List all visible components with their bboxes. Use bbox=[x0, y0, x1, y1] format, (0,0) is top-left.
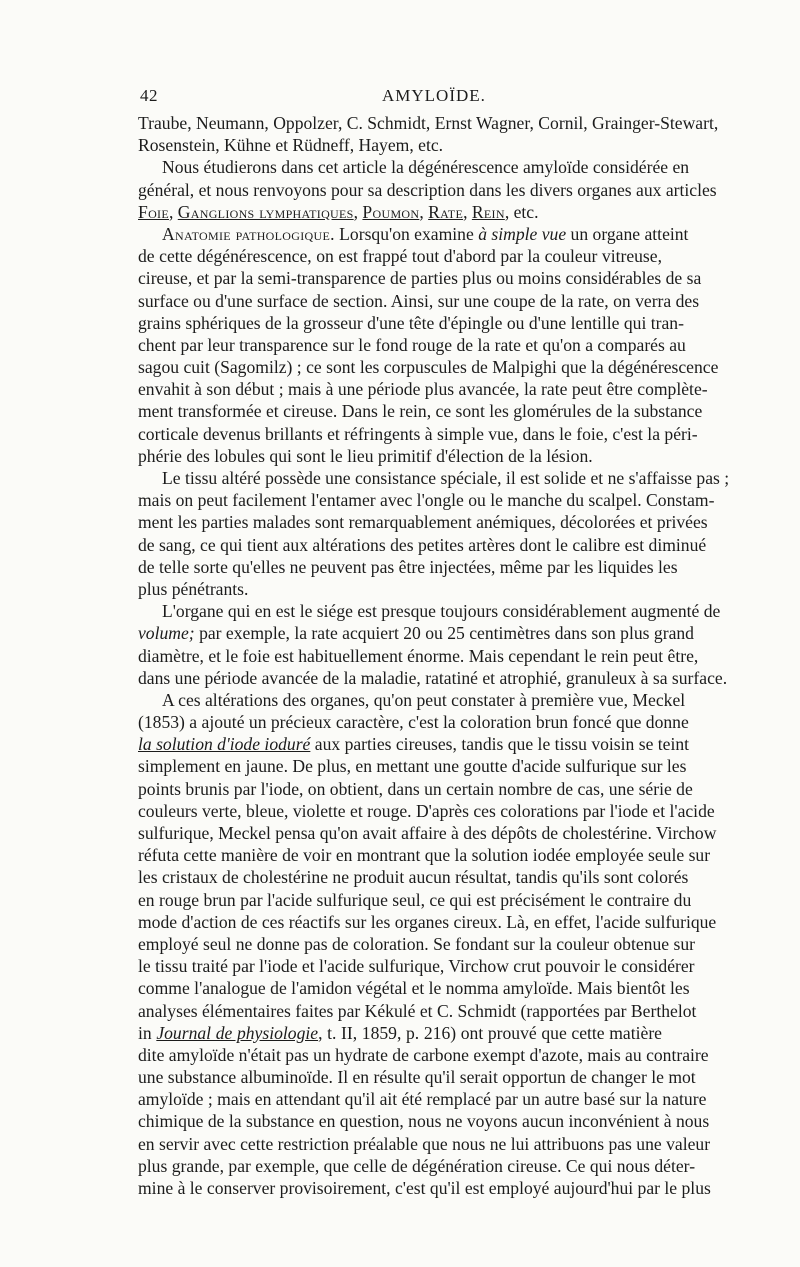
text-line: simplement en jaune. De plus, en mettant une goutte d'acide sulfurique sur les bbox=[138, 756, 687, 777]
text-line: Rosenstein, Kühne et Rüdneff, Hayem, etc. bbox=[138, 135, 444, 156]
page-number: 42 bbox=[140, 86, 158, 105]
text-line: grains sphériques de la grosseur d'une tête d'épingle ou d'une lentille qui tran- bbox=[138, 312, 684, 333]
text-fragment: un organe atteint bbox=[566, 223, 689, 244]
text-line: le tissu traité par l'iode et l'acide sulfurique, Virchow crut pouvoir le considérer bbox=[138, 956, 695, 977]
emphasis: à simple vue bbox=[478, 223, 567, 244]
text-line: Foie, Ganglions lymphatiques, Poumon, Rate, Rein, etc. bbox=[138, 201, 539, 222]
text-line: sagou cuit (Sagomilz) ; ce sont les corpuscules de Malpighi que la dégénérescence bbox=[138, 357, 719, 378]
cross-reference: Ganglions lymphatiques bbox=[177, 201, 354, 222]
text-line: de sang, ce qui tient aux altérations des petites artères dont le calibre est diminué bbox=[138, 534, 707, 555]
text-line: les cristaux de cholestérine ne produit aucun résultat, tandis qu'ils sont colorés bbox=[138, 867, 689, 888]
text-line bbox=[138, 1022, 662, 1044]
text-line: en servir avec cette restriction préalable que nous ne lui attribuons pas une valeur bbox=[138, 1133, 711, 1154]
text-fragment: Lorsqu'on examine bbox=[334, 223, 479, 244]
text-fragment: in bbox=[138, 1022, 157, 1043]
text-line: en rouge brun par l'acide sulfurique seul, ce qui est précisément le contraire du bbox=[138, 889, 692, 910]
text-line: Le tissu altéré possède une consistance spéciale, il est solide et ne s'affaisse pas ; bbox=[162, 468, 730, 488]
text-line: A ces altérations des organes, qu'on peut constater à première vue, Meckel bbox=[162, 689, 686, 710]
text-line: comme l'analogue de l'amidon végétal et le nomma amyloïde. Mais bientôt les bbox=[138, 978, 690, 999]
text-line: mais on peut facilement l'entamer avec l'ongle ou le manche du scalpel. Constam- bbox=[138, 490, 715, 511]
text-line: chent par leur transparence sur le fond rouge de la rate et qu'on a comparés au bbox=[138, 334, 686, 355]
page-header bbox=[140, 86, 660, 110]
text-line: diamètre, et le foie est habituellement énorme. Mais cependant le rein peut être, bbox=[138, 645, 699, 666]
text-fragment: , etc. bbox=[504, 201, 539, 222]
text-fragment: , t. II, 1859, p. 216) ont prouvé que cette matière bbox=[318, 1022, 662, 1043]
text-line: L'organe qui en est le siége est presque toujours considérablement augmenté de bbox=[162, 601, 721, 622]
text-line: cireuse, et par la semi-transparence de parties plus ou moins considérables de sa bbox=[138, 268, 702, 289]
text-line bbox=[138, 622, 694, 644]
text-line: une substance albuminoïde. Il en résulte qu'il serait opportun de changer le mot bbox=[138, 1067, 696, 1088]
section-heading: Anatomie pathologique. bbox=[162, 223, 335, 244]
text-fragment: aux parties cireuses, tandis que le tissu voisin se teint bbox=[310, 734, 690, 755]
text-line: employé seul ne donne pas de coloration. Se fondant sur la couleur obtenue sur bbox=[138, 933, 695, 954]
cross-reference: Foie bbox=[138, 201, 169, 222]
body-text bbox=[138, 112, 730, 1199]
text-line bbox=[138, 733, 690, 755]
text-line: phérie des lobules qui sont le lieu primitif d'élection de la lésion. bbox=[138, 445, 593, 466]
text-fragment: par exemple, la rate acquiert 20 ou 25 centimètres dans son plus grand bbox=[194, 623, 694, 644]
text-line: de cette dégénérescence, on est frappé tout d'abord par la couleur vitreuse, bbox=[138, 246, 662, 267]
text-line: corticale devenus brillants et réfringents à simple vue, dans le foie, c'est la péri- bbox=[138, 423, 698, 444]
cross-reference: Rate bbox=[428, 201, 464, 222]
text-line: mode d'action de ces réactifs sur les organes cireux. Là, en effet, l'acide sulfurique bbox=[138, 911, 717, 932]
text-line: (1853) a ajouté un précieux caractère, c'est la coloration brun foncé que donne bbox=[138, 712, 689, 733]
text-line: dans une période avancée de la maladie, ratatiné et atrophié, granuleux à sa surface. bbox=[138, 667, 728, 688]
text-line: chimique de la substance en question, nous ne voyons aucun inconvénient à nous bbox=[138, 1111, 710, 1132]
text-line: général, et nous renvoyons pour sa description dans les divers organes aux articles bbox=[138, 179, 717, 200]
text-line: de telle sorte qu'elles ne peuvent pas être injectées, même par les liquides les bbox=[138, 556, 678, 577]
cross-reference: Poumon bbox=[362, 201, 420, 222]
text-line: dite amyloïde n'était pas un hydrate de carbone exempt d'azote, mais au contraire bbox=[138, 1044, 709, 1065]
cross-reference: Rein bbox=[471, 201, 505, 222]
text-line: sulfurique, Meckel pensa qu'on avait affaire à des dépôts de cholestérine. Virchow bbox=[138, 823, 717, 843]
running-title: AMYLOÏDE. bbox=[382, 86, 486, 105]
text-line: amyloïde ; mais en attendant qu'il ait été remplacé par un autre basé sur la nature bbox=[138, 1089, 707, 1110]
text-line: points brunis par l'iode, on obtient, dans un certain nombre de cas, une série de bbox=[138, 778, 693, 799]
text-line: réfuta cette manière de voir en montrant que la solution iodée employée seule sur bbox=[138, 845, 711, 866]
text-line: mine à le conserver provisoirement, c'est qu'il est employé aujourd'hui par le plus bbox=[138, 1178, 711, 1198]
text-line: couleurs verte, bleue, violette et rouge. D'après ces colorations par l'iode et l'acide bbox=[138, 800, 715, 821]
text-line: Traube, Neumann, Oppolzer, C. Schmidt, Ernst Wagner, Cornil, Grainger-Stewart, bbox=[138, 113, 719, 133]
text-line: Nous étudierons dans cet article la dégénérescence amyloïde considérée en bbox=[162, 157, 690, 178]
text-line: plus pénétrants. bbox=[138, 578, 249, 599]
journal-title: Journal de physiologie bbox=[156, 1022, 319, 1043]
text-line: analyses élémentaires faites par Kékulé et C. Schmidt (rapportées par Berthelot bbox=[138, 1000, 697, 1021]
text-line: ment transformée et cireuse. Dans le rein, ce sont les glomérules de la substance bbox=[138, 401, 703, 422]
text-line bbox=[138, 223, 689, 245]
text-line: ment les parties malades sont remarquablement anémiques, décolorées et privées bbox=[138, 512, 708, 533]
text-line: plus grande, par exemple, que celle de dégénération cireuse. Ce qui nous déter- bbox=[138, 1155, 696, 1176]
emphasis: la solution d'iode ioduré bbox=[138, 734, 311, 755]
text-line: envahit à son début ; mais à une période plus avancée, la rate peut être complète- bbox=[138, 379, 708, 400]
emphasis: volume; bbox=[138, 623, 195, 644]
text-line: surface ou d'une surface de section. Ainsi, sur une coupe de la rate, on verra des bbox=[138, 290, 700, 311]
